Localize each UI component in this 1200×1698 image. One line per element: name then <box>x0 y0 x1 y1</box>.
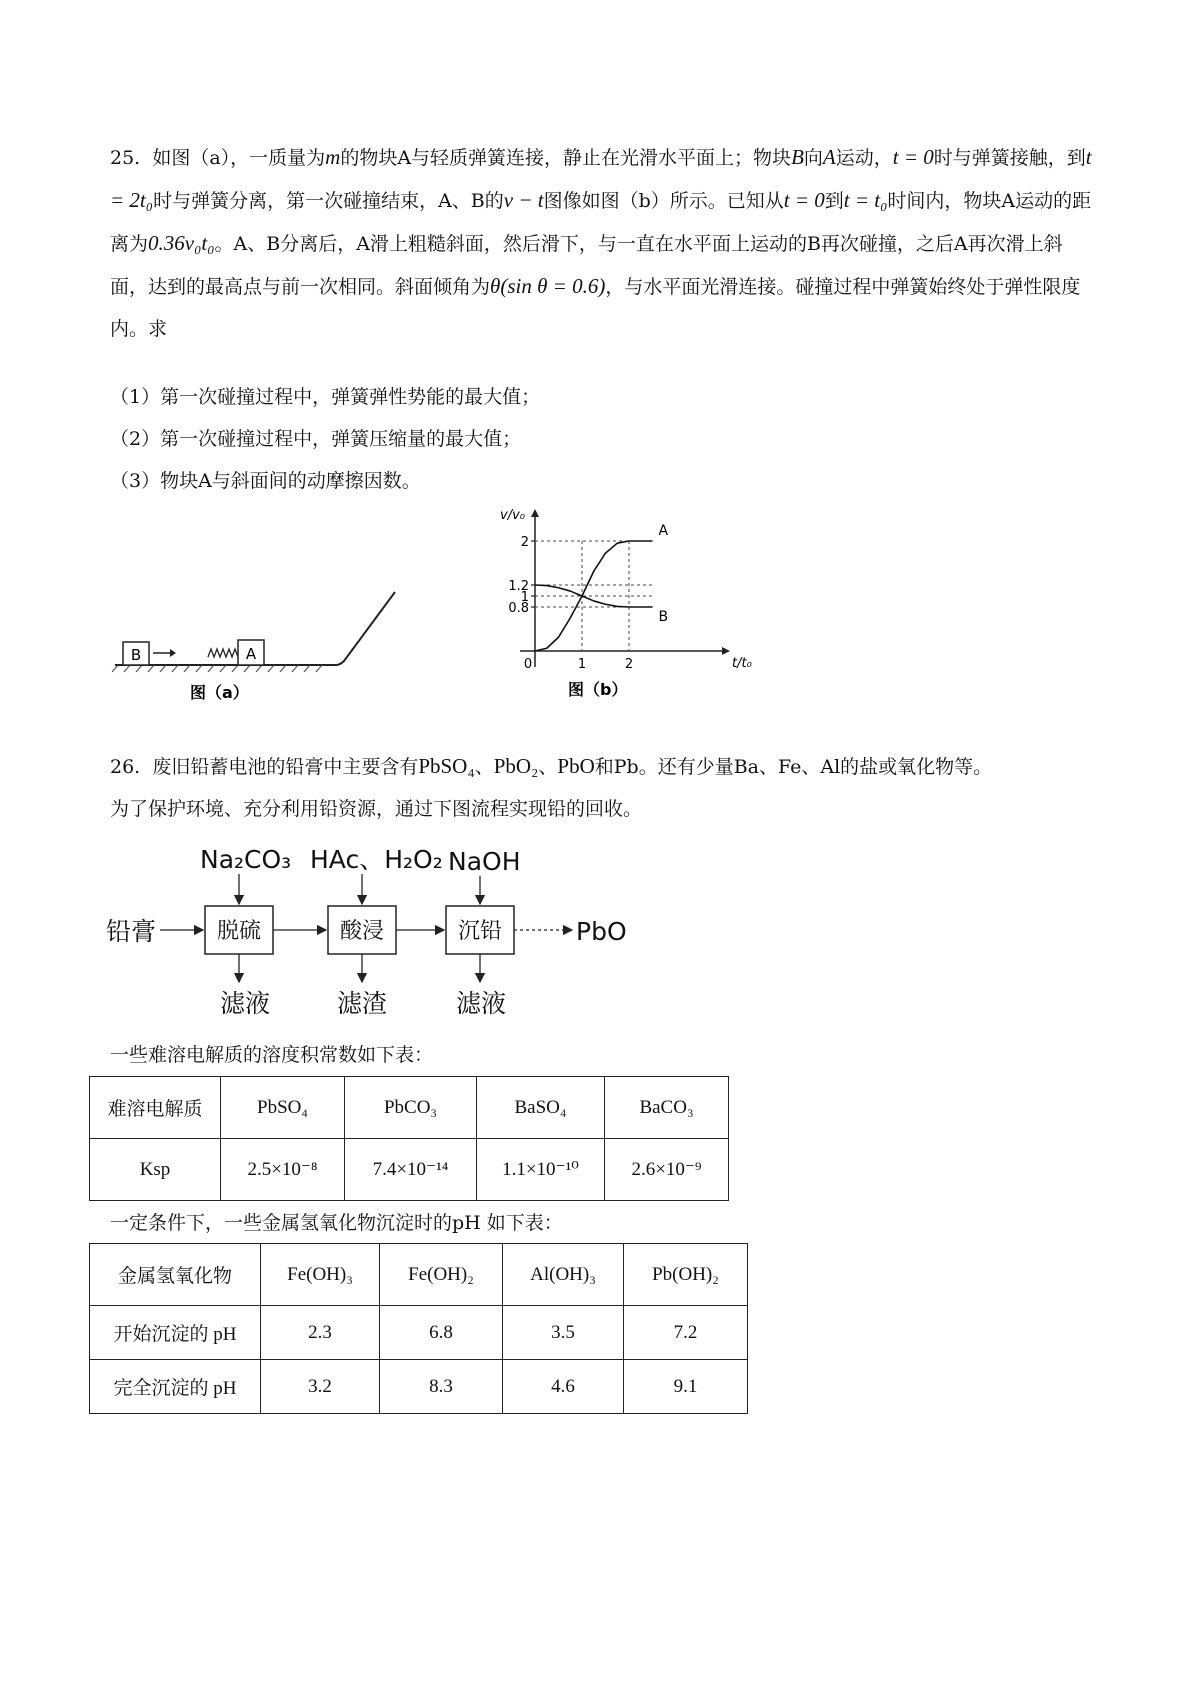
table-row <box>90 1306 748 1360</box>
x-axis-arrow-icon <box>722 647 730 655</box>
series-line-a <box>535 541 653 651</box>
ph-complete-pboh2: 9.1 <box>624 1360 748 1414</box>
block-b-label: B <box>130 646 142 664</box>
y-tick-label-0.8: 0.8 <box>508 601 529 616</box>
reagent-naoh: NaOH <box>448 847 521 876</box>
q25-number: 25. <box>110 147 141 169</box>
table-row <box>90 1360 748 1414</box>
ksp-header-0: 难溶电解质 <box>90 1077 221 1139</box>
y-axis-arrow-icon <box>531 509 539 517</box>
ph-start-label: 开始沉淀的 pH <box>90 1306 261 1360</box>
step-lead-precip: 沉铅 <box>457 919 503 944</box>
ksp-value-pbco3: 7.4×10⁻¹⁴ <box>345 1139 477 1201</box>
ph-intro: 一定条件下，一些金属氢氧化物沉淀时的pH 如下表： <box>110 1212 563 1234</box>
q26-intro-line-2: 为了保护环境、充分利用铅资源，通过下图流程实现铅的回收。 <box>110 798 643 820</box>
ksp-header-3: BaSO₄ <box>477 1077 605 1139</box>
x-tick-label-0: 0 <box>523 657 533 672</box>
ph-header-2: Fe(OH)₂ <box>380 1244 503 1306</box>
q26-intro-line-1: 26. 废旧铅蓄电池的铅膏中主要含有PbSO₄、PbO₂、PbO和Pb。还有少量Ba、Fe、Al的盐或氧化物等。 <box>110 754 993 778</box>
process-flow-diagram <box>106 840 710 1020</box>
ph-start-feoh3: 2.3 <box>261 1306 380 1360</box>
y-tick-label-2: 2 <box>520 535 529 550</box>
x-axis-label: t/t₀ <box>732 656 752 671</box>
ph-start-feoh2: 6.8 <box>380 1306 503 1360</box>
figure-b-caption: 图（b） <box>568 680 628 699</box>
block-a-label: A <box>245 645 257 663</box>
q26-number: 26. <box>110 756 141 778</box>
ph-complete-aloh3: 4.6 <box>503 1360 624 1414</box>
step-acid-leach: 酸浸 <box>339 919 385 944</box>
ksp-header-4: BaCO₃ <box>605 1077 729 1139</box>
ph-complete-feoh2: 8.3 <box>380 1360 503 1414</box>
ph-complete-label: 完全沉淀的 pH <box>90 1360 261 1414</box>
output-residue: 滤渣 <box>337 989 388 1018</box>
ksp-intro: 一些难溶电解质的溶度积常数如下表： <box>110 1044 434 1066</box>
product-pbo: PbO <box>576 917 627 946</box>
ph-header-4: Pb(OH)₂ <box>624 1244 748 1306</box>
ph-header-3: Al(OH)₃ <box>503 1244 624 1306</box>
q25-sub-1: （1）第一次碰撞过程中，弹簧弹性势能的最大值； <box>110 386 541 408</box>
output-filtrate-1: 滤液 <box>220 989 271 1018</box>
x-tick-label-2: 2 <box>624 657 634 672</box>
figure-a <box>110 585 430 715</box>
series-label-b: B <box>658 609 669 625</box>
q25-sub-3: （3）物块A与斜面间的动摩擦因数。 <box>110 470 421 492</box>
series-line-b <box>535 585 653 607</box>
ksp-header-1: PbSO₄ <box>221 1077 345 1139</box>
ph-table <box>89 1243 748 1414</box>
ph-header-1: Fe(OH)₃ <box>261 1244 380 1306</box>
ksp-value-baco3: 2.6×10⁻⁹ <box>605 1139 729 1201</box>
input-lead-paste: 铅膏 <box>106 917 157 946</box>
ksp-value-pbso4: 2.5×10⁻⁸ <box>221 1139 345 1201</box>
q25-text: 25. 如图（a），一质量为m的物块A与轻质弹簧连接，静止在光滑水平面上；物块B向A运动，t = 0时与弹簧接触，到t = 2t₀时与弹簧分离，第一次碰撞结束，A、B的v − t图像如图（b）所示。已知从t = 0到t = t₀时间内，物块A运动的距离为0.36v₀t₀。A、B分离后，A滑上粗糙斜面，然后滑下，与一直在水平面上运动的B再次碰撞，之后A再次滑上斜面，达到的最高点与前一次相同。斜面倾角为θ(sin θ = 0.6)，与水平面光滑连接。碰撞过程中弹簧始终处于弹性限度内。求 <box>110 145 1092 340</box>
figure-b-chart <box>500 505 770 715</box>
step-desulfurization: 脱硫 <box>216 919 262 944</box>
q25-sub-2: （2）第一次碰撞过程中，弹簧压缩量的最大值； <box>110 428 522 450</box>
reagent-hac-h2o2: HAc、H₂O₂ <box>310 845 443 874</box>
ph-complete-feoh3: 3.2 <box>261 1360 380 1414</box>
reagent-na2co3: Na₂CO₃ <box>200 845 292 874</box>
series-label-a: A <box>658 523 669 539</box>
ph-start-pboh2: 7.2 <box>624 1306 748 1360</box>
arrow-head-icon <box>170 649 176 657</box>
ph-start-aloh3: 3.5 <box>503 1306 624 1360</box>
x-tick-label-1: 1 <box>577 657 587 672</box>
y-tick-label-1.2: 1.2 <box>508 579 529 594</box>
ph-header-0: 金属氢氧化物 <box>90 1244 261 1306</box>
figure-a-caption: 图（a） <box>190 683 249 702</box>
ksp-header-2: PbCO₃ <box>345 1077 477 1139</box>
y-axis-label: v/v₀ <box>500 508 525 523</box>
ksp-row-label: Ksp <box>90 1139 221 1201</box>
ksp-value-baso4: 1.1×10⁻¹⁰ <box>477 1139 605 1201</box>
y-tick-label-1: 1 <box>520 590 529 605</box>
ksp-table <box>89 1076 729 1201</box>
output-filtrate-2: 滤液 <box>456 989 507 1018</box>
